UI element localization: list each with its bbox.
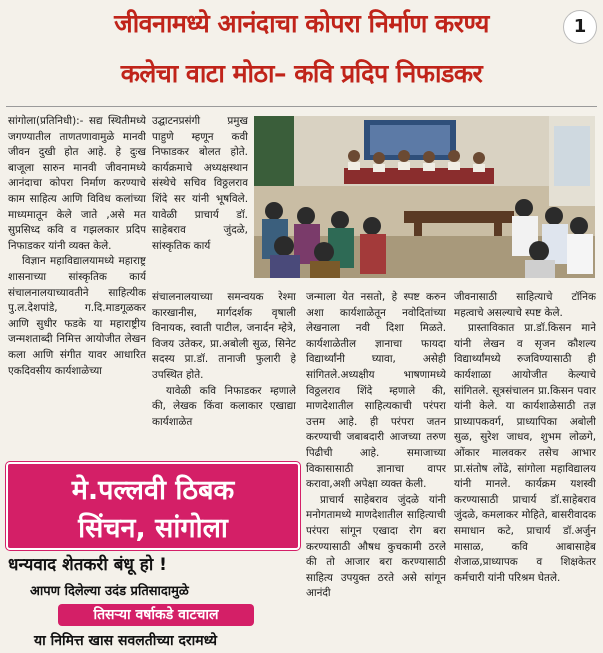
article-paragraph: प्रास्ताविकात प्रा.डॉ.किसन माने यांनी लेखन व सृजन कौशल्य विद्यार्थ्यांमध्ये रुजविण्यासाठी ही कार्यशाळा आयोजीत केल्याचे सांगितले. सूत्रसंचालन प्रा.किसन पवार यांनी केले. या कार्यशाळेसाठी तज्ञ प्राध्यापकवर्ग, प्राध्यापिका अबोली सुळ, सुरेश जाधव, शुभम लोळगे, ओंकार मालवकर तसेच आभार प्रा.संतोष लोंढे, सांगोला महाविद्यालय यांनी मानले. कार्यक्रम यशस्वी करण्यासाठी प्राचार्य डॉ.साहेबराव जुंदळे, कमलाकर मोहिते, बासरीवादक समाधान कटे, प्राचार्य डॉ.अर्जुन मासाळ, कवि आबासाहेब शेजाळ,प्राध्यापक व शिक्षकेतर कर्मचारी यांनी परिश्रम घेतले. [454, 322, 596, 584]
ad-offer-text: या निमित्त खास सवलतीच्या दरामध्ये [34, 633, 218, 649]
ad-title-line2: सिंचन, सांगोला [78, 513, 228, 544]
article-paragraph: उद्घाटनप्रसंगी प्रमुख पाहुणे म्हणून कवी निफाडकर बोलत होते. कार्यक्रमाचे अध्यक्षस्थान संस्थेचे सचिव विठ्ठलराव शिंदे सर यांनी भूषविले. यावेळी प्राचार्य डॉ. साहेबराव जुंदळे, सांस्कृतिक कार्य [152, 115, 248, 252]
article-column-4 [454, 290, 596, 650]
page-number-badge: 1 [563, 10, 597, 44]
article-column-3 [306, 290, 446, 650]
article-paragraph: जन्माला येत नसतो, हे स्पष्ट करुन अशा कार्यशाळेतून नवोदितांच्या लेखनाला नवी दिशा मिळते. कार्यशाळेतील ज्ञानाचा फायदा विद्यार्थ्यांनी घ्यावा, असेही सांगितले.अध्यक्षीय भाषणामध्ये विठ्ठलराव शिंदे म्हणाले की, माणदेशातील साहित्यकाची परंपरा उत्तम आहे. ही परंपरा जतन करण्याची जबाबदारी आजच्या तरुण पिढीची आहे. समाजाच्या विकासासाठी ज्ञानाचा वापर करावा,अशी अपेक्षा व्यक्त केली. [306, 291, 446, 491]
event-photo-illustration [254, 116, 595, 278]
event-photo [254, 116, 595, 278]
ad-thanks-text: धन्यवाद शेतकरी बंधू हो ! [8, 555, 167, 575]
article-column-1 [8, 114, 146, 454]
headline-line2: कलेचा वाटा मोठा– कवि प्रदिप निफाडकर [120, 59, 483, 88]
article-column-2-top [152, 114, 248, 286]
article-paragraph: यावेळी कवि निफाडकर म्हणाले की, लेखक किंवा कलाकार एखाद्या कार्यशाळेत [152, 384, 296, 428]
ad-banner [6, 462, 300, 550]
headline-line1: जीवनामध्ये आनंदाचा कोपरा निर्माण करण्य [114, 9, 489, 38]
ad-title-line1: मे.पल्लवी ठिबक [71, 475, 235, 506]
article-paragraph: प्राचार्य साहेबराव जुंदळे यांनी मनोगतामध्ये माणदेशातील साहित्याची परंपरा सांगून एखादा रोग बरा करण्यासाठी औषध कुचकामी ठरले की तो आजार बरा करण्यासाठी साहित्य उपयुक्त ठरते असे सांगून आनंदी [306, 493, 446, 600]
article-paragraph: विज्ञान महाविद्यालयामध्ये महाराष्ट्र शासनाच्या सांस्कृतिक कार्य संचालनालयाच्यावतीने साहित्यीक पु.ल.देशपांडे, ग.दि.माडगूळकर आणि सुधीर फडके या महाराष्ट्रीय जन्मशताब्दी निमित्त आयोजीत लेखन कला आणि संगीत यावर आधारित एकदिवसीय कार्यशाळेच्या [8, 255, 146, 377]
article-paragraph: सांगोला(प्रतिनिधी):- सद्य स्थितीमध्ये जगण्यातील ताणतणावामुळे मानवी जीवन दुखी होत आहे. हे दुःख बाजूला सारुन मानवी जीवनामध्ये आनंदाचा कोपरा निर्माण करण्याचे काम साहित्य आणि विविध कलांच्या माध्यमातून केले जाते ,असे मत सुप्रसिध्द कवि व गझलकार प्रदिप निफाडकर यांनी व्यक्त केले. [8, 115, 146, 252]
article-column-2-bottom [152, 290, 296, 456]
headline-rule [6, 106, 597, 107]
ad-milestone-badge: तिसऱ्या वर्षाकडे वाटचाल [58, 604, 254, 626]
article-paragraph: संचालनालयाच्या समन्वयक रेश्मा कारखानीस, मार्गदर्शक वृषाली विनायक, स्वाती पाटील, जनार्दन म्हेत्रे, विजय उतेकर, प्रा.अबोली सुळ, सिनेट सदस्य प्रा.डॉ. तानाजी फुलारी हे उपस्थित होते. [152, 291, 296, 381]
article-paragraph: जीवनासाठी साहित्याचे टॉनिक महत्वाचे असल्याचे स्पष्ट केले. [454, 291, 596, 319]
ad-response-text: आपण दिलेल्या उदंड प्रतिसादामुळे [30, 584, 189, 599]
